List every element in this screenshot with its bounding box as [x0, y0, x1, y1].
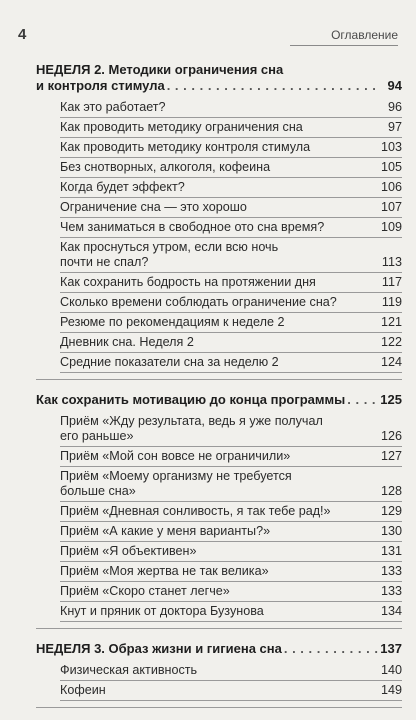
entry-title: Средние показатели сна за неделю 2: [60, 355, 279, 369]
section-heading[interactable]: [36, 641, 402, 657]
entry-title-line1: Приём «Моему организму не требуется: [60, 469, 292, 483]
toc-entry[interactable]: [60, 522, 402, 542]
section-page-number: 125: [380, 392, 402, 407]
entry-page-number: 122: [380, 335, 402, 349]
entry-page-number: 105: [380, 160, 402, 174]
entry-page-number: 119: [381, 295, 402, 309]
entry-title: больше сна»: [60, 484, 136, 498]
entry-page-number: 117: [381, 275, 402, 289]
toc-entry[interactable]: [60, 138, 402, 158]
header-rule: [290, 45, 398, 46]
entry-title: Резюме по рекомендациям к неделе 2: [60, 315, 285, 329]
entry-title: Сколько времени соблюдать ограничение сна?: [60, 295, 337, 309]
toc-entry[interactable]: [60, 293, 402, 313]
entry-title: Приём «Мой сон вовсе не ограничили»: [60, 449, 291, 463]
entry-page-number: 124: [380, 355, 402, 369]
toc-entry[interactable]: [60, 562, 402, 582]
entry-page-number: 96: [387, 100, 402, 114]
entry-title: Приём «Скоро станет легче»: [60, 584, 230, 598]
entry-title: Приём «Дневная сонливость, я так тебе рад!»: [60, 504, 331, 518]
entry-title: Приём «Я объективен»: [60, 544, 197, 558]
entry-title: Как проводить методику контроля стимула: [60, 140, 311, 154]
entry-title: Дневник сна. Неделя 2: [60, 335, 194, 349]
section-title: и контроля стимула: [36, 78, 165, 93]
entry-page-number: 133: [380, 584, 402, 598]
entry-title: Физическая активность: [60, 663, 198, 677]
dot-leader: [167, 78, 378, 94]
toc-entry[interactable]: [60, 273, 402, 293]
entry-list: [60, 412, 402, 622]
toc-entry[interactable]: [60, 602, 402, 622]
toc-entry[interactable]: [60, 178, 402, 198]
section-heading[interactable]: [36, 62, 402, 94]
entry-page-number: 149: [380, 683, 402, 697]
entry-page-number: 130: [380, 524, 402, 538]
table-of-contents: [36, 62, 402, 720]
entry-page-number: 127: [380, 449, 402, 463]
section-heading[interactable]: [36, 392, 402, 408]
toc-section: [36, 392, 402, 629]
dot-leader: [284, 641, 378, 657]
entry-page-number: 126: [380, 429, 402, 443]
toc-entry[interactable]: [60, 333, 402, 353]
entry-page-number: 113: [381, 255, 402, 269]
toc-entry[interactable]: [60, 467, 402, 502]
toc-entry[interactable]: [60, 218, 402, 238]
page-number: 4: [18, 26, 27, 43]
entry-page-number: 97: [387, 120, 402, 134]
entry-page-number: 131: [380, 544, 402, 558]
running-head: Оглавление: [331, 28, 398, 42]
toc-entry[interactable]: [60, 661, 402, 681]
entry-title: Приём «Моя жертва не так велика»: [60, 564, 269, 578]
dot-leader: [347, 392, 378, 408]
entry-page-number: 109: [380, 220, 402, 234]
entry-title: Кофеин: [60, 683, 106, 697]
entry-title-line1: Как проснуться утром, если всю ночь: [60, 240, 279, 254]
toc-entry[interactable]: [60, 118, 402, 138]
toc-entry[interactable]: [60, 542, 402, 562]
toc-entry[interactable]: [60, 238, 402, 273]
entry-page-number: 121: [380, 315, 402, 329]
entry-page-number: 128: [380, 484, 402, 498]
entry-page-number: 106: [380, 180, 402, 194]
toc-section: [36, 62, 402, 380]
toc-section: [36, 641, 402, 708]
entry-title: Чем заниматься в свободное ото сна время?: [60, 220, 325, 234]
toc-entry[interactable]: [60, 447, 402, 467]
toc-entry[interactable]: [60, 98, 402, 118]
section-page-number: 94: [387, 78, 402, 93]
entry-page-number: 107: [380, 200, 402, 214]
toc-entry[interactable]: [60, 158, 402, 178]
entry-title: Кнут и пряник от доктора Бузунова: [60, 604, 264, 618]
toc-entry[interactable]: [60, 412, 402, 447]
entry-page-number: 134: [380, 604, 402, 618]
entry-title: Когда будет эффект?: [60, 180, 185, 194]
entry-title: почти не спал?: [60, 255, 149, 269]
entry-title: его раньше»: [60, 429, 134, 443]
entry-title: Как проводить методику ограничения сна: [60, 120, 303, 134]
entry-list: [60, 661, 402, 701]
toc-entry[interactable]: [60, 353, 402, 373]
entry-page-number: 129: [380, 504, 402, 518]
entry-title: Без снотворных, алкоголя, кофеина: [60, 160, 271, 174]
toc-entry[interactable]: [60, 198, 402, 218]
entry-title: Как это работает?: [60, 100, 166, 114]
page-header: [18, 24, 398, 44]
section-page-number: 137: [380, 641, 402, 656]
entry-page-number: 133: [380, 564, 402, 578]
section-title: Как сохранить мотивацию до конца программы: [36, 392, 346, 407]
toc-entry[interactable]: [60, 681, 402, 701]
entry-title: Как сохранить бодрость на протяжении дня: [60, 275, 316, 289]
section-title: НЕДЕЛЯ 3. Образ жизни и гигиена сна: [36, 641, 282, 656]
entry-title: Приём «А какие у меня варианты?»: [60, 524, 271, 538]
section-title-line1: НЕДЕЛЯ 2. Методики ограничения сна: [36, 62, 284, 77]
toc-entry[interactable]: [60, 502, 402, 522]
toc-entry[interactable]: [60, 582, 402, 602]
entry-page-number: 103: [380, 140, 402, 154]
toc-entry[interactable]: [60, 313, 402, 333]
entry-list: [60, 98, 402, 373]
entry-page-number: 140: [380, 663, 402, 677]
entry-title: Ограничение сна — это хорошо: [60, 200, 247, 214]
entry-title-line1: Приём «Жду результата, ведь я уже получал: [60, 414, 323, 428]
